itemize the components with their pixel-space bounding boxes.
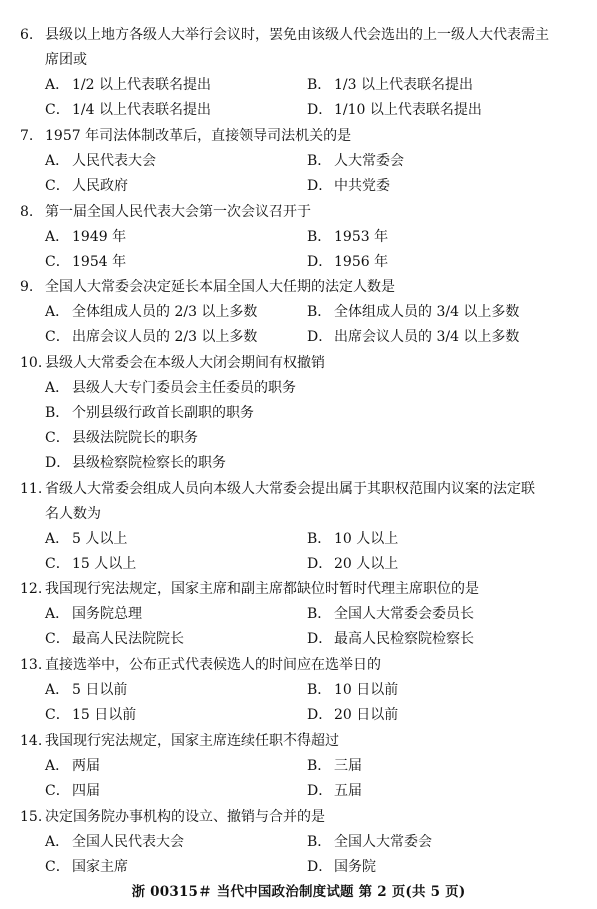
question-text: 决定国务院办事机构的设立、撤销与合并的是 — [45, 809, 325, 825]
option-label: D． — [307, 102, 333, 118]
option-text: 个别县级行政首长副职的职务 — [72, 405, 254, 421]
question-number: 8. — [20, 204, 34, 220]
option-c — [45, 555, 136, 573]
option-b — [307, 757, 362, 775]
option-a — [45, 530, 127, 548]
option-label: B． — [307, 531, 332, 547]
option-label: C． — [45, 631, 70, 647]
option-text: 出席会议人员的 2/3 以上多数 — [72, 329, 258, 345]
option-text: 全体组成人员的 3/4 以上多数 — [334, 304, 520, 320]
question-text: 县级以上地方各级人大举行会议时，罢免由该级人代会选出的上一级人大代表需主 — [45, 27, 549, 43]
question-text: 第一届全国人民代表大会第一次会议召开于 — [45, 204, 311, 220]
option-label: A． — [45, 758, 70, 774]
question-text: 省级人大常委会组成人员向本级人大常委会提出属于其职权范围内议案的法定联 — [45, 481, 535, 497]
option-label: C． — [45, 430, 70, 446]
option-d — [307, 630, 474, 648]
question-text: 我国现行宪法规定，国家主席和副主席都缺位时暂时代理主席职位的是 — [45, 581, 479, 597]
option-text: 出席会议人员的 3/4 以上多数 — [334, 329, 520, 345]
option-text: 最高人民检察院检察长 — [334, 631, 474, 647]
option-d — [307, 782, 362, 800]
option-label: A． — [45, 531, 70, 547]
option-text: 全国人大常委会 — [334, 834, 432, 850]
option-text: 五届 — [334, 783, 362, 799]
option-label: A． — [45, 682, 70, 698]
option-a — [45, 76, 211, 94]
option-b — [307, 152, 404, 170]
option-a — [45, 757, 100, 775]
option-label: D． — [307, 254, 333, 270]
option-label: A． — [45, 834, 70, 850]
option-c — [45, 253, 126, 271]
option-c — [45, 328, 257, 346]
option-c — [45, 782, 100, 800]
option-a — [45, 605, 142, 623]
option-label: A． — [45, 77, 70, 93]
option-text: 1/10 以上代表联名提出 — [334, 102, 482, 118]
option-text: 1/4 以上代表联名提出 — [72, 102, 211, 118]
option-a — [45, 303, 257, 321]
option-c — [45, 706, 136, 724]
option-text: 10 日以前 — [334, 682, 399, 698]
option-text: 县级人大专门委员会主任委员的职务 — [72, 380, 296, 396]
option-d — [307, 328, 519, 346]
option-text: 人民政府 — [72, 178, 128, 194]
question-number: 11. — [20, 481, 43, 497]
option-c — [45, 177, 128, 195]
option-label: B． — [307, 682, 332, 698]
option-text: 全国人民代表大会 — [72, 834, 184, 850]
option-label: C． — [45, 329, 70, 345]
option-label: B． — [307, 758, 332, 774]
option-label: C． — [45, 254, 70, 270]
option-d — [307, 858, 376, 876]
option-label: C． — [45, 783, 70, 799]
option-label: B． — [307, 606, 332, 622]
option-b — [45, 404, 254, 422]
question-text-continued: 席团或 — [45, 52, 87, 68]
option-text: 5 人以上 — [72, 531, 128, 547]
option-b — [307, 530, 398, 548]
option-text: 1954 年 — [72, 254, 127, 270]
option-d — [307, 177, 390, 195]
question-number: 6. — [20, 27, 34, 43]
option-text: 10 人以上 — [334, 531, 399, 547]
option-text: 1953 年 — [334, 229, 389, 245]
option-label: B． — [307, 153, 332, 169]
option-text: 国务院 — [334, 859, 376, 875]
option-label: D． — [45, 455, 71, 471]
option-text: 最高人民法院院长 — [72, 631, 184, 647]
option-a — [45, 833, 184, 851]
option-label: C． — [45, 556, 70, 572]
option-c — [45, 101, 211, 119]
question-text: 我国现行宪法规定，国家主席连续任职不得超过 — [45, 733, 339, 749]
option-text: 两届 — [72, 758, 100, 774]
page-footer: 浙 00315＃ 当代中国政治制度试题 第 2 页(共 5 页) — [131, 884, 466, 900]
option-label: D． — [307, 783, 333, 799]
question-text: 直接选举中，公布正式代表候选人的时间应在选举日的 — [45, 657, 381, 673]
option-label: A． — [45, 606, 70, 622]
option-a — [45, 379, 296, 397]
option-label: C． — [45, 859, 70, 875]
option-text: 三届 — [334, 758, 362, 774]
option-label: B． — [307, 229, 332, 245]
option-text: 1/3 以上代表联名提出 — [334, 77, 473, 93]
option-d — [307, 253, 388, 271]
question-number: 13. — [20, 657, 43, 673]
option-d — [307, 555, 398, 573]
option-a — [45, 681, 127, 699]
option-label: D． — [307, 859, 333, 875]
option-label: C． — [45, 707, 70, 723]
option-text: 国家主席 — [72, 859, 128, 875]
option-label: B． — [307, 304, 332, 320]
option-text: 国务院总理 — [72, 606, 142, 622]
option-b — [307, 76, 473, 94]
option-label: A． — [45, 229, 70, 245]
option-label: C． — [45, 178, 70, 194]
option-text: 全国人大常委会委员长 — [334, 606, 474, 622]
option-label: D． — [307, 329, 333, 345]
option-b — [307, 833, 432, 851]
question-number: 15. — [20, 809, 43, 825]
option-a — [45, 152, 156, 170]
emphasis-char: 得 — [297, 733, 311, 749]
option-text: 全体组成人员的 2/3 以上多数 — [72, 304, 258, 320]
option-b — [307, 303, 519, 321]
option-label: D． — [307, 631, 333, 647]
question-text: 全国人大常委会决定延长本届全国人大任期的法定人数是 — [45, 279, 395, 295]
option-b — [307, 228, 388, 246]
option-text: 四届 — [72, 783, 100, 799]
option-text: 20 日以前 — [334, 707, 399, 723]
option-b — [307, 681, 398, 699]
option-text: 人大常委会 — [334, 153, 404, 169]
question-number: 9. — [20, 279, 34, 295]
option-c — [45, 858, 128, 876]
option-label: D． — [307, 178, 333, 194]
question-number: 12. — [20, 581, 43, 597]
option-d — [307, 706, 398, 724]
option-label: D． — [307, 707, 333, 723]
option-text: 1/2 以上代表联名提出 — [72, 77, 211, 93]
option-text: 1949 年 — [72, 229, 127, 245]
option-c — [45, 429, 198, 447]
option-text: 5 日以前 — [72, 682, 128, 698]
option-text: 县级法院院长的职务 — [72, 430, 198, 446]
option-label: A． — [45, 304, 70, 320]
question-number: 7. — [20, 128, 34, 144]
option-text: 人民代表大会 — [72, 153, 156, 169]
option-label: A． — [45, 380, 70, 396]
question-text: 县级人大常委会在本级人大闭会期间有权撤销 — [45, 355, 325, 371]
option-d — [307, 101, 482, 119]
option-c — [45, 630, 184, 648]
option-text: 15 日以前 — [72, 707, 137, 723]
question-number: 10. — [20, 355, 43, 371]
option-text: 县级检察院检察长的职务 — [72, 455, 226, 471]
option-label: A． — [45, 153, 70, 169]
question-number: 14. — [20, 733, 43, 749]
option-text: 中共党委 — [334, 178, 390, 194]
option-label: B． — [307, 77, 332, 93]
option-d — [45, 454, 226, 472]
option-text: 1956 年 — [334, 254, 389, 270]
option-text: 15 人以上 — [72, 556, 137, 572]
question-text-continued: 名人数为 — [45, 506, 101, 522]
question-text: 1957 年司法体制改革后，直接领导司法机关的是 — [45, 128, 352, 144]
option-label: B． — [45, 405, 70, 421]
option-b — [307, 605, 474, 623]
option-label: B． — [307, 834, 332, 850]
option-a — [45, 228, 126, 246]
option-label: C． — [45, 102, 70, 118]
option-label: D． — [307, 556, 333, 572]
emphasis-char: 不 — [283, 733, 297, 749]
option-text: 20 人以上 — [334, 556, 399, 572]
